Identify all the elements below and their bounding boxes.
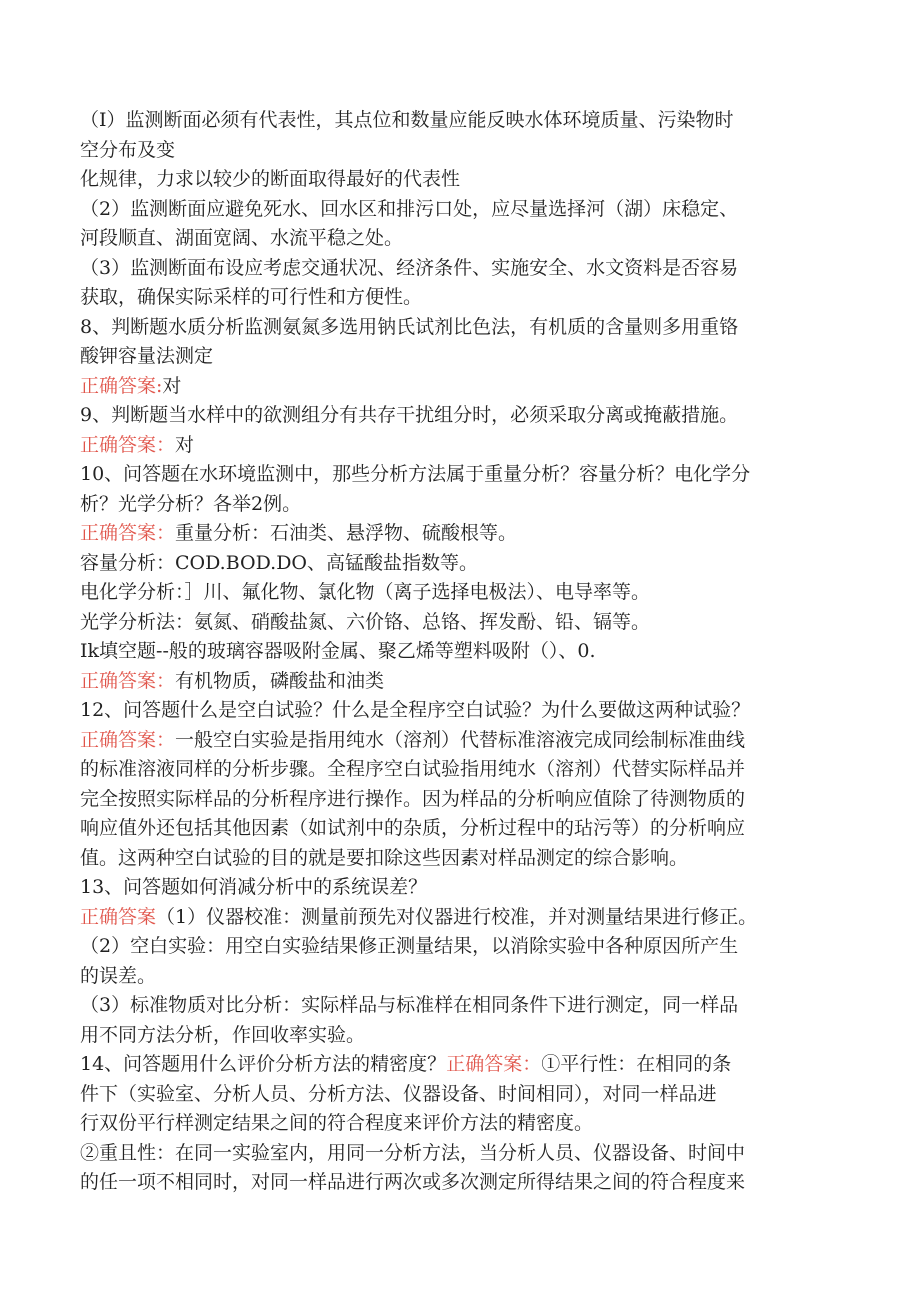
answer-line — [80, 726, 840, 756]
answer-label: 正确答案 — [80, 905, 157, 928]
question-13: 13、问答题如何消减分析中的系统误差？ — [80, 876, 428, 898]
text-line: 电化学分析：］川、氟化物、氯化物（离子选择电极法）、电导率等。 — [80, 581, 651, 603]
question-text: 14、问答题用什么评价分析方法的精密度？ — [80, 1053, 447, 1075]
text-line: 获取，确保实际采样的可行性和方便性。 — [80, 286, 423, 308]
text-line: 光学分析法：氨氮、硝酸盐氮、六价铬、总铬、挥发酚、铅、镉等。 — [80, 610, 651, 633]
question-12: 12、问答题什么是空白试验？什么是全程序空白试验？为什么要做这两种试验？ — [80, 699, 751, 721]
answer-text: 有机物质，磷酸盐和油类 — [175, 669, 385, 692]
text-line: 完全按照实际样品的分析程序进行操作。因为样品的分析响应值除了待测物质的 — [80, 787, 746, 810]
text-line: 容量分析：COD.BOD.DO、高锰酸盐指数等。 — [80, 551, 479, 574]
text-line: 的标准溶液同样的分析步骤。全程序空白试验指用纯水（溶剂）代替实际样品并 — [80, 758, 746, 780]
text-line: 空分布及变 — [80, 138, 176, 161]
text-line: 件下（实验室、分析人员、分析方法、仪器设备、时间相同），对同一样品进 — [80, 1082, 717, 1105]
answer-text: 对 — [162, 374, 182, 397]
answer-text: 重量分析：石油类、悬浮物、硫酸根等。 — [175, 522, 518, 544]
document-body — [80, 106, 840, 1198]
text-line: 值。这两种空白试验的目的就是要扣除这些因素对样品测定的综合影响。 — [80, 846, 689, 869]
text-line: 析？光学分析？各举2例。 — [80, 492, 302, 515]
answer-line — [80, 667, 840, 697]
answer-text: 一般空白实验是指用纯水（溶剂）代替标准溶液完成同绘制标准曲线 — [175, 728, 746, 751]
answer-text: （1）仪器校准：测量前预先对仪器进行校准，并对测量结果进行修正。 — [156, 905, 758, 928]
answer-label: 正确答案： — [446, 1053, 542, 1075]
answer-line — [80, 431, 840, 461]
question-14 — [80, 1050, 840, 1080]
text-line: ②重且性：在同一实验室内，用同一分析方法，当分析人员、仪器设备、时间中 — [80, 1141, 746, 1164]
text-line: 行双份平行样测定结果之间的符合程度来评价方法的精密度。 — [80, 1112, 594, 1134]
text-line: 酸钾容量法测定 — [80, 345, 214, 367]
question-11: Ik填空题--般的玻璃容器吸附金属、聚乙烯等塑料吸附（）、0. — [80, 640, 596, 662]
question-10: 10、问答题在水环境监测中，那些分析方法属于重量分析？容量分析？电化学分 — [80, 463, 751, 485]
answer-label: 正确答案： — [80, 669, 176, 692]
text-line: 用不同方法分析，作回收率实验。 — [80, 1023, 366, 1046]
answer-line — [80, 903, 840, 933]
text-line: 化规律，力求以较少的断面取得最好的代表性 — [80, 168, 461, 190]
answer-label: 正确答案: — [80, 374, 163, 397]
question-9: 9、判断题当水样中的欲测组分有共存干扰组分时，必须采取分离或掩蔽措施。 — [80, 404, 739, 426]
answer-label: 正确答案： — [80, 728, 176, 751]
answer-line — [80, 519, 840, 549]
answer-line — [80, 372, 840, 402]
text-line: （2）空白实验：用空白实验结果修正测量结果，以消除实验中各种原因所产生 — [80, 935, 739, 957]
text-line: 响应值外还包括其他因素（如试剂中的杂质，分析过程中的玷污等）的分析响应 — [80, 817, 746, 839]
text-line: （3）标准物质对比分析：实际样品与标准样在相同条件下进行测定，同一样品 — [80, 994, 739, 1016]
text-line: （3）监测断面布设应考虑交通状况、经济条件、实施安全、水文资料是否容易 — [80, 256, 739, 279]
text-line: （I）监测断面必须有代表性，其点位和数量应能反映水体环境质量、污染物时 — [80, 109, 734, 131]
text-line: 的任一项不相同时，对同一样品进行两次或多次测定所得结果之间的符合程度来 — [80, 1171, 746, 1193]
answer-label: 正确答案： — [80, 522, 176, 544]
text-line: 河段顺直、湖面宽阔、水流平稳之处。 — [80, 227, 404, 249]
answer-text: 对 — [175, 433, 195, 456]
answer-text: ①平行性：在相同的条 — [541, 1053, 732, 1075]
question-8: 8、判断题水质分析监测氨氮多选用钠氏试剂比色法，有机质的含量则多用重铬 — [80, 315, 739, 338]
answer-label: 正确答案： — [80, 433, 176, 456]
text-line: 的误差。 — [80, 964, 157, 987]
text-line: （2）监测断面应避免死水、回水区和排污口处，应尽量选择河（湖）床稳定、 — [80, 197, 739, 220]
